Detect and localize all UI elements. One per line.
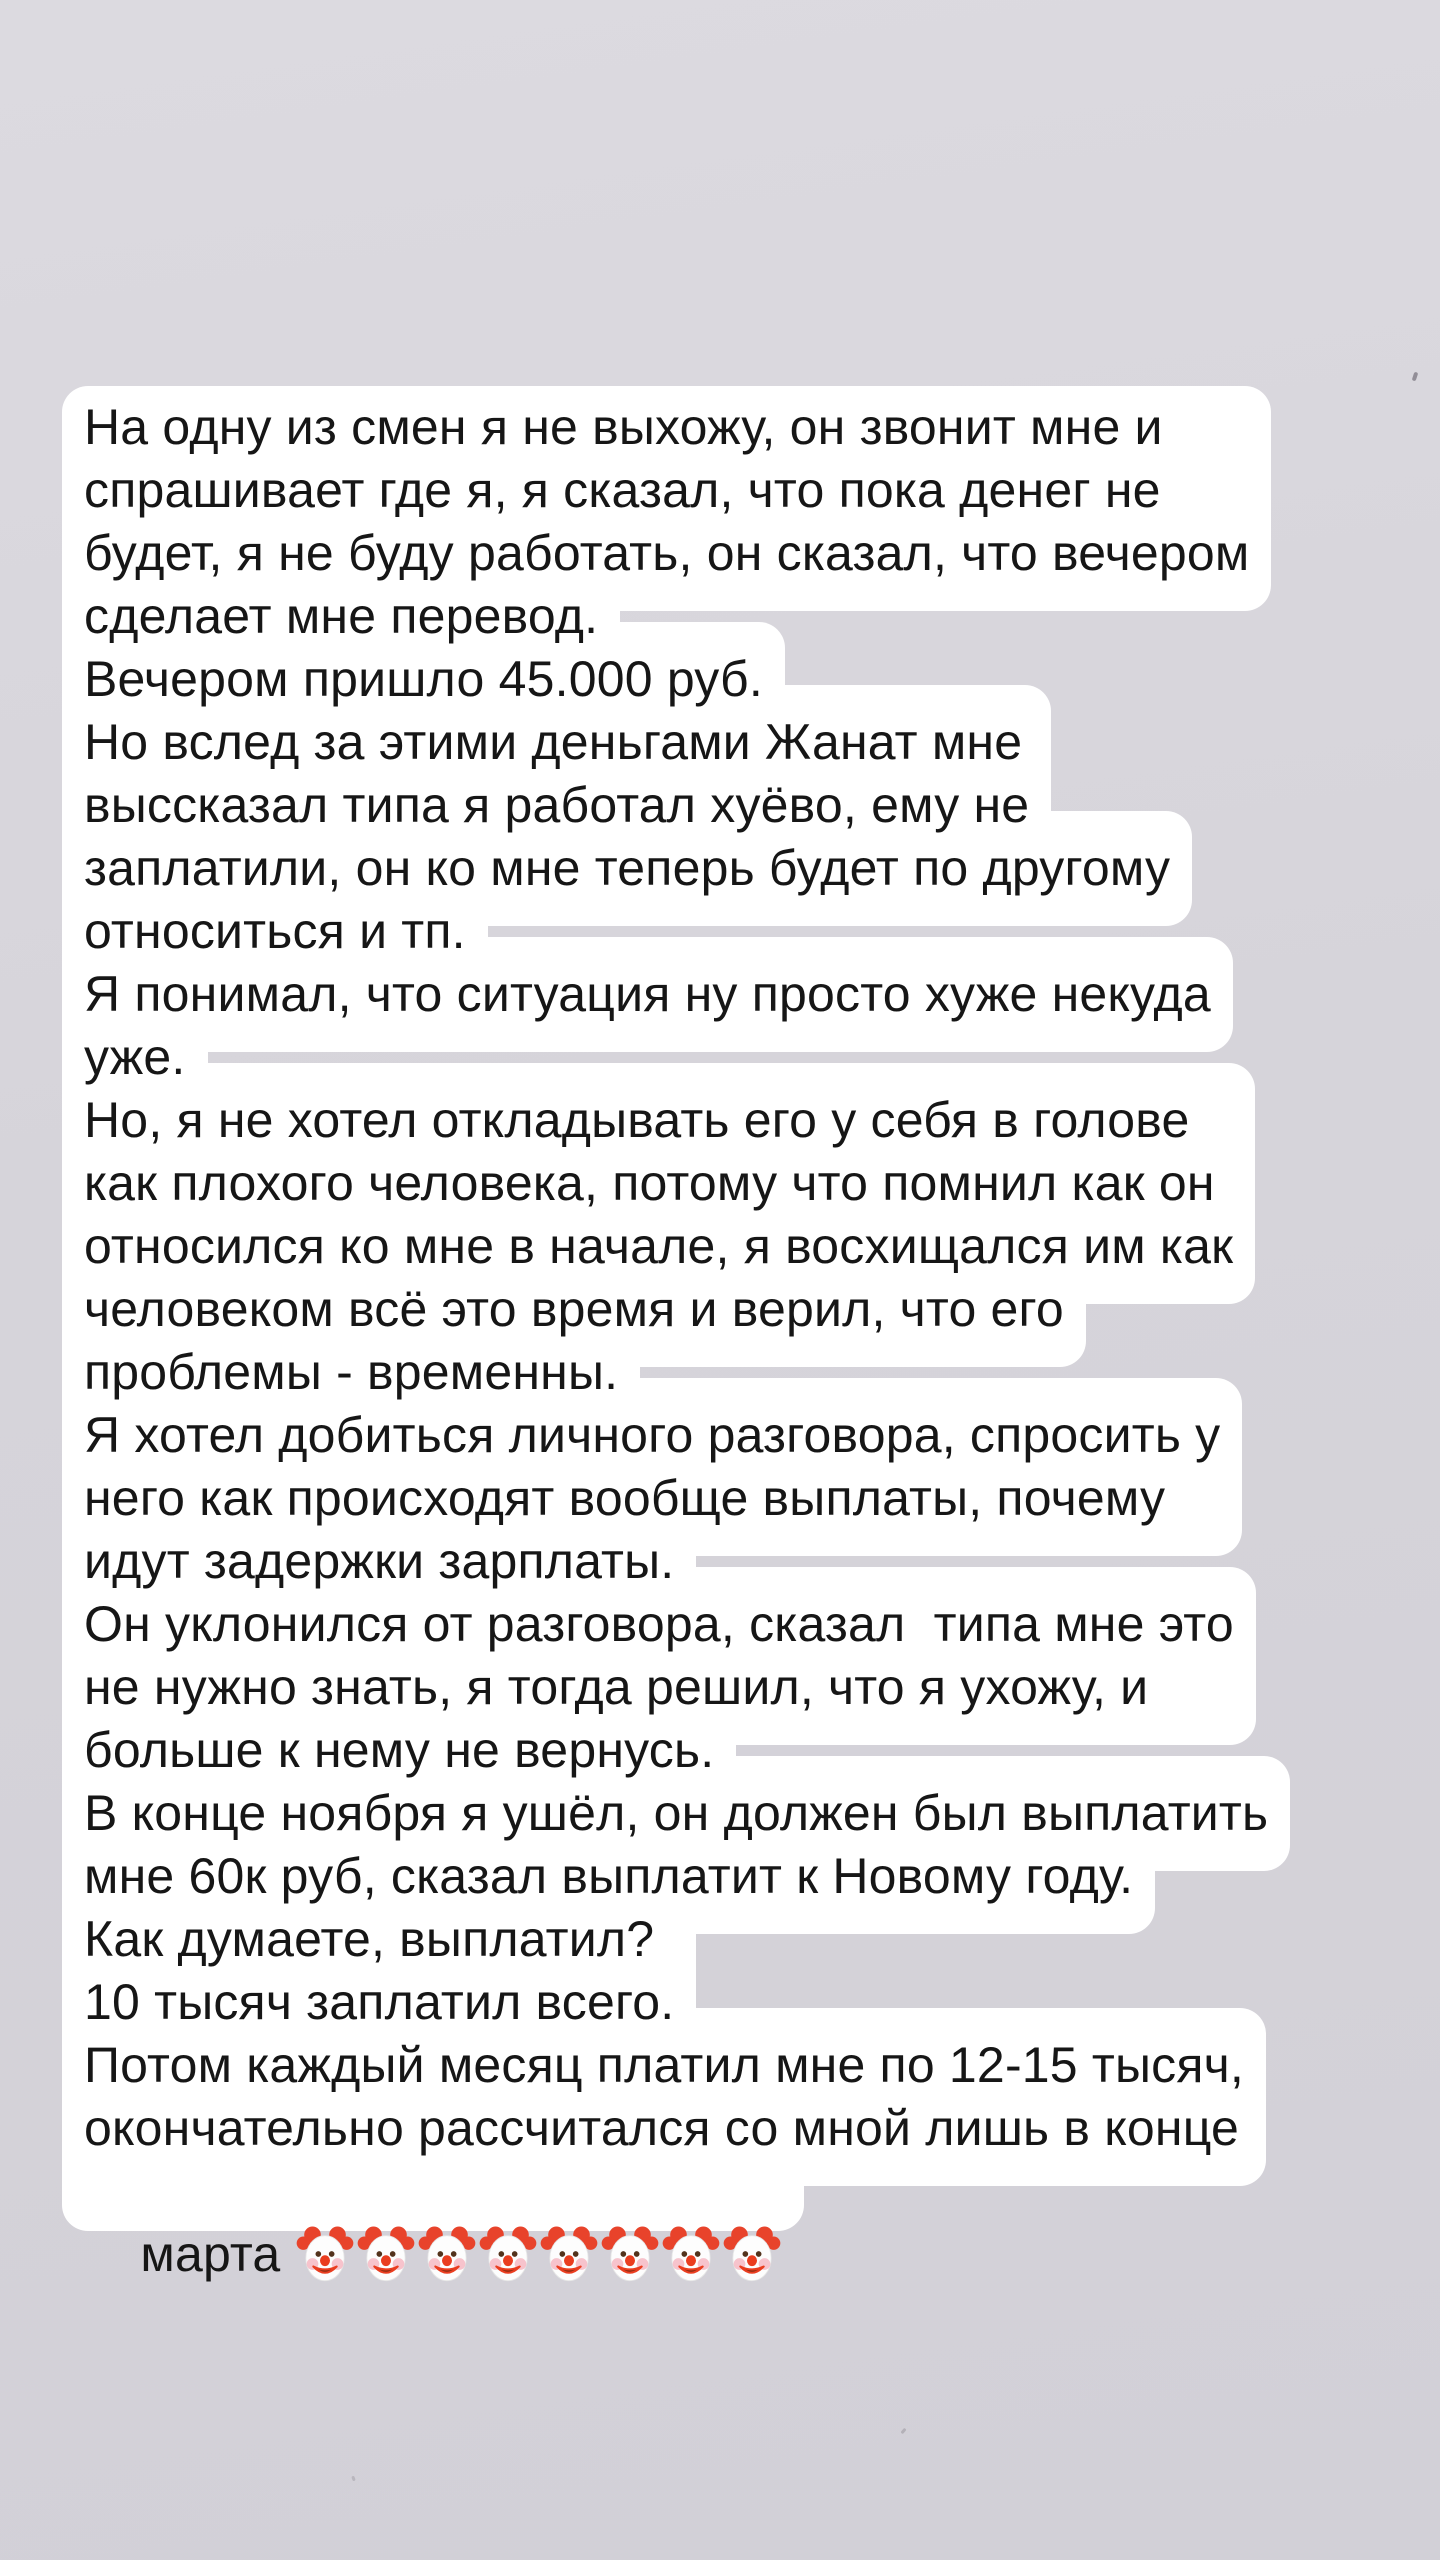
text-line: В конце ноября я ушёл, он должен был выплатить	[62, 1782, 1290, 1845]
text-line: идут задержки зарплаты.	[62, 1530, 696, 1593]
clown-face-icon	[722, 2224, 782, 2284]
clown-face-icon	[417, 2224, 477, 2284]
clown-face-icon	[600, 2224, 660, 2284]
text-line: человеком всё это время и верил, что его	[62, 1278, 1086, 1341]
text-line: Он уклонился от разговора, сказал типа мне это	[62, 1593, 1256, 1656]
clown-face-icon	[478, 2224, 538, 2284]
text-line: Но, я не хотел откладывать его у себя в голове	[62, 1089, 1255, 1152]
text-line: 10 тысяч заплатил всего.	[62, 1971, 696, 2034]
dust-speck	[1412, 372, 1419, 382]
text-line	[62, 2160, 804, 2282]
text-line: На одну из смен я не выхожу, он звонит мне и	[62, 396, 1271, 459]
clown-face-icon	[295, 2224, 355, 2284]
text-line: него как происходят вообще выплаты, почему	[62, 1467, 1242, 1530]
text-line: спрашивает где я, я сказал, что пока денег не	[62, 459, 1271, 522]
text-line: уже.	[62, 1026, 208, 1089]
text-line: сделает мне перевод.	[62, 585, 620, 648]
text-line: проблемы - временны.	[62, 1341, 640, 1404]
text-line: Но вслед за этими деньгами Жанат мне	[62, 711, 1051, 774]
text-line: больше к нему не вернусь.	[62, 1719, 736, 1782]
text-line: окончательно рассчитался со мной лишь в конце	[62, 2097, 1266, 2160]
text-line: будет, я не буду работать, он сказал, что вечером	[62, 522, 1271, 585]
clown-emoji-row	[295, 2224, 782, 2284]
clown-face-icon	[539, 2224, 599, 2284]
text-line: Потом каждый месяц платил мне по 12-15 тысяч,	[62, 2034, 1266, 2097]
text-line: Как думаете, выплатил?	[62, 1908, 696, 1971]
text-line: заплатили, он ко мне теперь будет по другому	[62, 837, 1192, 900]
text-line: не нужно знать, я тогда решил, что я ухожу, и	[62, 1656, 1256, 1719]
text-line: Я понимал, что ситуация ну просто хуже некуда	[62, 963, 1233, 1026]
dust-speck	[900, 2428, 906, 2435]
text-line: как плохого человека, потому что помнил как он	[62, 1152, 1255, 1215]
dust-speck	[351, 2476, 356, 2482]
text-line: относиться и тп.	[62, 900, 488, 963]
text-line: выссказал типа я работал хуёво, ему не	[62, 774, 1051, 837]
text-line: мне 60к руб, сказал выплатит к Новому году.	[62, 1845, 1155, 1908]
text-line: Вечером пришло 45.000 руб.	[62, 648, 785, 711]
story-text-sticker	[62, 396, 1290, 2282]
clown-face-icon	[356, 2224, 416, 2284]
text-line: относился ко мне в начале, я восхищался им как	[62, 1215, 1255, 1278]
clown-face-icon	[661, 2224, 721, 2284]
text-line: Я хотел добиться личного разговора, спросить у	[62, 1404, 1242, 1467]
text-line-label: марта	[140, 2226, 295, 2282]
